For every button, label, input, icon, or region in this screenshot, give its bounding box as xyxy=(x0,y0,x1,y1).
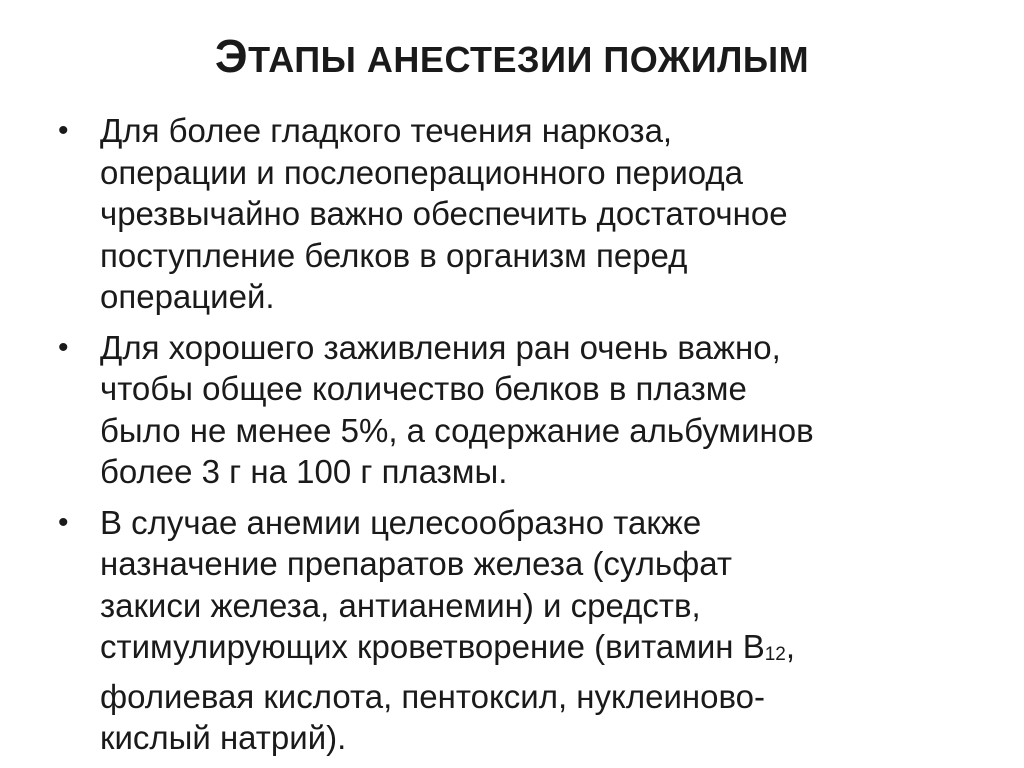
bullet-line: чтобы общее количество белков в плазме xyxy=(100,370,747,407)
bullet-dot-icon: • xyxy=(58,114,69,147)
vitamin-subscript: 12 xyxy=(764,644,786,665)
bullet-line: было не менее 5%, а содержание альбуминов xyxy=(100,411,814,449)
bullet-line: Для более гладкого течения наркоза, xyxy=(100,112,673,149)
slide-title xyxy=(0,28,1024,88)
bullet-line: закиси железа, антианемин) и средств, xyxy=(100,586,701,624)
bullet-item xyxy=(58,110,988,318)
bullet-line: чрезвычайно важно обеспечить достаточное xyxy=(100,195,788,232)
bullet-line-with-subscript xyxy=(100,626,988,676)
bullet-line: назначение препаратов железа (сульфат xyxy=(100,545,732,582)
bullet-line: операции и послеоперационного периода xyxy=(100,153,744,191)
vitamin-text: стимулирующих кроветворение (витамин B xyxy=(100,628,765,665)
title-first-letter: Э xyxy=(214,30,249,82)
bullet-list xyxy=(58,110,988,768)
bullet-line: кислый натрий). xyxy=(100,719,347,756)
bullet-line: фолиевая кислота, пентоксил, нуклеиново- xyxy=(100,677,765,715)
bullet-dot-icon: • xyxy=(58,330,69,364)
bullet-dot-icon: • xyxy=(58,505,69,539)
title-rest: ТАПЫ АНЕСТЕЗИИ ПОЖИЛЫМ xyxy=(248,39,810,80)
bullet-item xyxy=(58,502,988,759)
bullet-line: более 3 г на 100 г плазмы. xyxy=(100,453,508,490)
bullet-line: поступление белков в организм перед xyxy=(100,236,688,274)
bullet-item xyxy=(58,327,988,493)
after-subscript: , xyxy=(785,628,796,665)
bullet-line: В случае анемии целесообразно также xyxy=(100,503,702,541)
bullet-line: операцией. xyxy=(100,278,275,315)
bullet-line: Для хорошего заживления ран очень важно, xyxy=(100,328,781,366)
